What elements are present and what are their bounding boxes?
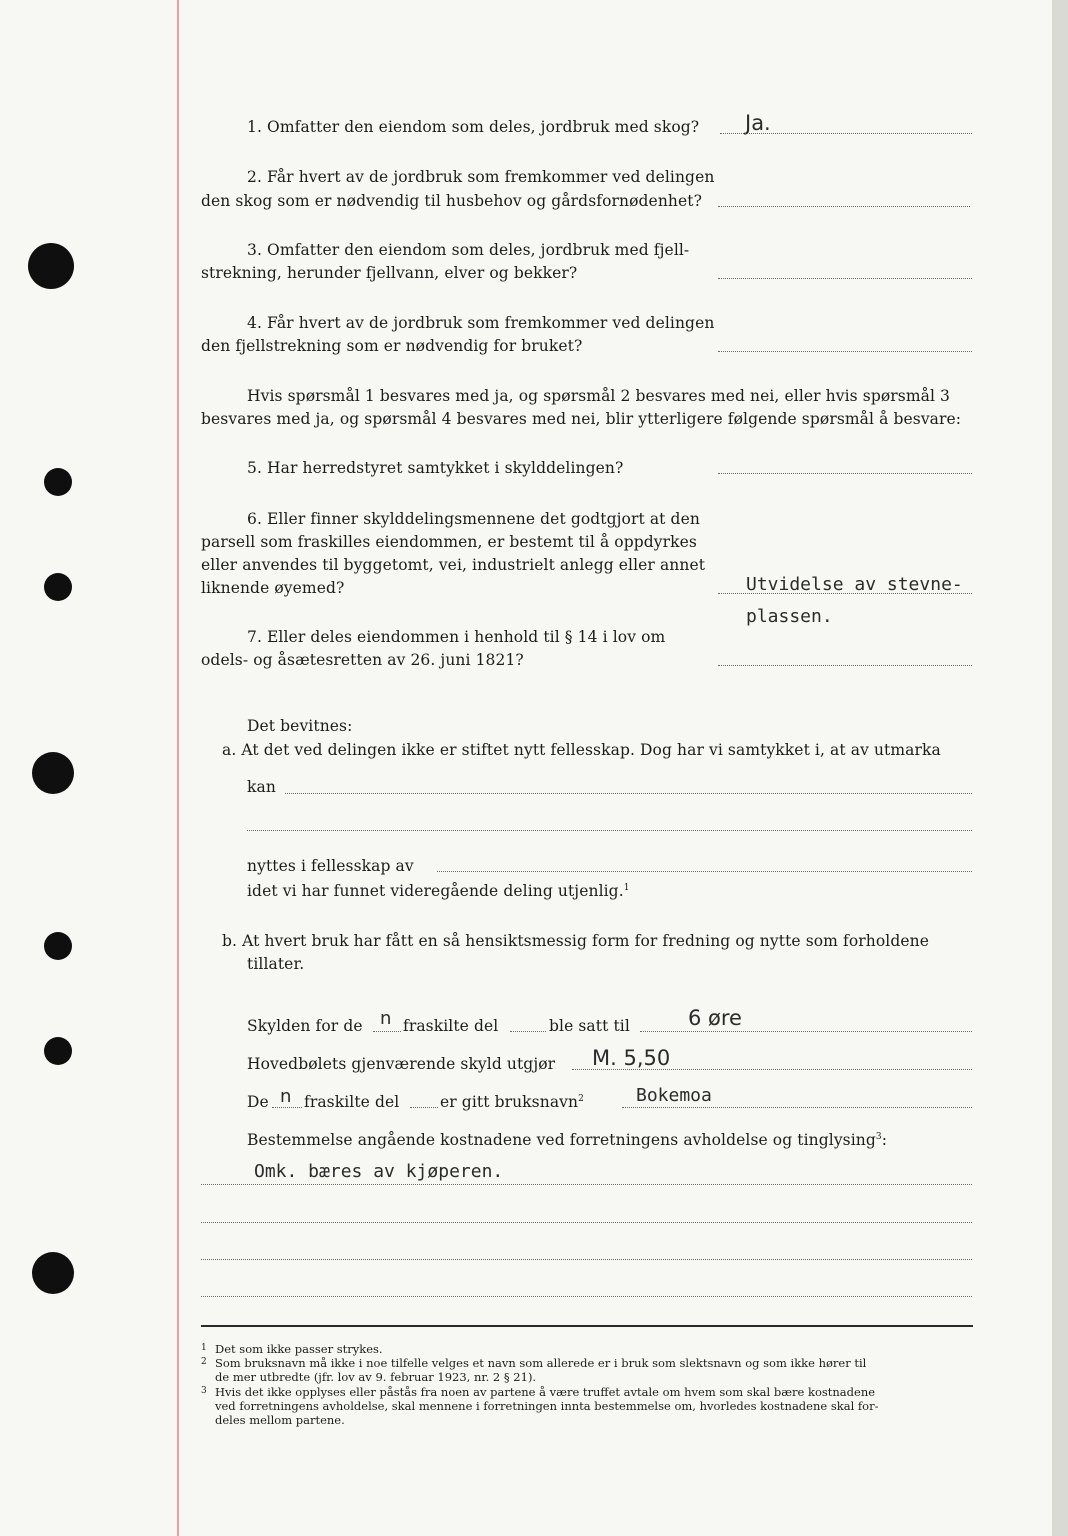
answer-6-line1: Utvidelse av stevne- [746, 574, 963, 595]
question-4-line2: den fjellstrekning som er nødvendig for bruket? [201, 337, 583, 355]
punch-hole [32, 752, 74, 794]
skyld-label-2: fraskilte del [403, 1017, 499, 1035]
attest-b-line1: b. At hvert bruk har fått en så hensiktsmessig form for fredning og nytte som forholdene [222, 932, 930, 950]
fill-line [285, 793, 972, 794]
fill-line [373, 1031, 401, 1032]
gitt-label: er gitt bruksnavn$^2$ [440, 1093, 584, 1111]
answer-line [718, 278, 972, 279]
skyld-n1: n [380, 1008, 392, 1029]
question-2-line1: 2. Får hvert av de jordbruk som fremkommer ved delingen [247, 168, 715, 186]
de-n: n [280, 1086, 292, 1107]
question-6-line4: liknende øyemed? [201, 579, 345, 597]
punch-hole [44, 573, 72, 601]
fill-line [201, 1259, 972, 1260]
fill-line [201, 1184, 972, 1185]
question-6-line1: 6. Eller finner skylddelingsmennene det godtgjort at den [247, 510, 700, 528]
footnote-2-number: 2 [201, 1357, 207, 1367]
footnote-rule [201, 1325, 973, 1327]
punch-hole [44, 932, 72, 960]
question-2-line2: den skog som er nødvendig til husbehov og gårdsfornødenhet? [201, 192, 703, 210]
question-3-line2: strekning, herunder fjellvann, elver og bekker? [201, 264, 578, 282]
question-7-line1: 7. Eller deles eiendommen i henhold til § 14 i lov om [247, 628, 666, 646]
punch-hole [44, 1037, 72, 1065]
bruksnavn-value: Bokemoa [636, 1085, 712, 1106]
question-4-line1: 4. Får hvert av de jordbruk som fremkommer ved delingen [247, 314, 715, 332]
fill-line [247, 830, 972, 831]
kostnader-value: Omk. bæres av kjøperen. [254, 1161, 504, 1182]
skyld-value: 6 øre [688, 1006, 742, 1030]
answer-line [718, 473, 972, 474]
fill-line [201, 1222, 972, 1223]
footnote-3-line1: Hvis det ikke opplyses eller påstås fra noen av partene å være truffet avtale om hvem som skal bære kostnadene [215, 1385, 876, 1399]
punch-hole [32, 1252, 74, 1294]
answer-line [718, 351, 972, 352]
condition-line1: Hvis spørsmål 1 besvares med ja, og spørsmål 2 besvares med nei, eller hvis spørsmål 3 [247, 387, 951, 405]
question-6-line3: eller anvendes til byggetomt, vei, industrielt anlegg eller annet [201, 556, 706, 574]
kostnader-label: Bestemmelse angående kostnadene ved forretningens avholdelse og tinglysing$^3$: [247, 1131, 888, 1149]
punch-hole [28, 243, 74, 289]
skyld-label-3: ble satt til [549, 1017, 630, 1035]
de-label: De [247, 1093, 269, 1111]
question-7-line2: odels- og åsætesretten av 26. juni 1821? [201, 651, 524, 669]
skyld-label-1: Skylden for de [247, 1017, 363, 1035]
footnote-1: Det som ikke passer strykes. [215, 1342, 383, 1356]
answer-6-line2: plassen. [746, 606, 833, 627]
answer-1: Ja. [745, 111, 771, 135]
attest-heading: Det bevitnes: [247, 717, 353, 735]
attest-kan: kan [247, 778, 276, 796]
footnote-2-line1: Som bruksnavn må ikke i noe tilfelle velges et navn som allerede er i bruk som slektsnavn og som ikke hører til [215, 1356, 867, 1370]
hoved-value: M. 5,50 [592, 1046, 671, 1070]
answer-line [718, 206, 970, 207]
footnote-3-number: 3 [201, 1386, 207, 1396]
punch-hole [44, 468, 72, 496]
answer-line [718, 665, 972, 666]
attest-a: a. At det ved delingen ikke er stiftet nytt fellesskap. Dog har vi samtykket i, at av utmarka [222, 741, 941, 759]
question-3-line1: 3. Omfatter den eiendom som deles, jordbruk med fjell- [247, 241, 690, 259]
fill-line [437, 871, 972, 872]
fill-line [201, 1296, 972, 1297]
question-1: 1. Omfatter den eiendom som deles, jordbruk med skog? [247, 118, 700, 136]
footnote-2-line2: de mer utbredte (jfr. lov av 9. februar 1923, nr. 2 § 21). [215, 1370, 537, 1384]
fill-line [272, 1107, 302, 1108]
footnote-1-number: 1 [201, 1343, 207, 1353]
question-6-line2: parsell som fraskilles eiendommen, er bestemt til å oppdyrkes [201, 533, 697, 551]
fraskilte-label: fraskilte del [304, 1093, 400, 1111]
footnote-3-line3: deles mellom partene. [215, 1413, 345, 1427]
hoved-label: Hovedbølets gjenværende skyld utgjør [247, 1055, 556, 1073]
answer-line [718, 593, 972, 594]
page-edge [1052, 0, 1068, 1536]
condition-line2: besvares med ja, og spørsmål 4 besvares med nei, blir ytterligere følgende spørsmål å besvare: [201, 410, 962, 428]
fill-line [640, 1031, 972, 1032]
fill-line [410, 1107, 438, 1108]
question-5: 5. Har herredstyret samtykket i skylddelingen? [247, 459, 624, 477]
fill-line [622, 1107, 972, 1108]
attest-nyttes: nyttes i fellesskap av [247, 857, 414, 875]
margin-line [177, 0, 179, 1536]
footnote-3-line2: ved forretningens avholdelse, skal mennene i forretningen innta bestemmelse om, hvorledes kostnadene skal for- [215, 1399, 879, 1413]
fill-line [510, 1031, 546, 1032]
answer-line [720, 133, 972, 134]
attest-b-line2: tillater. [247, 955, 305, 973]
attest-idet: idet vi har funnet videregående deling utjenlig.$^1$ [247, 882, 630, 900]
